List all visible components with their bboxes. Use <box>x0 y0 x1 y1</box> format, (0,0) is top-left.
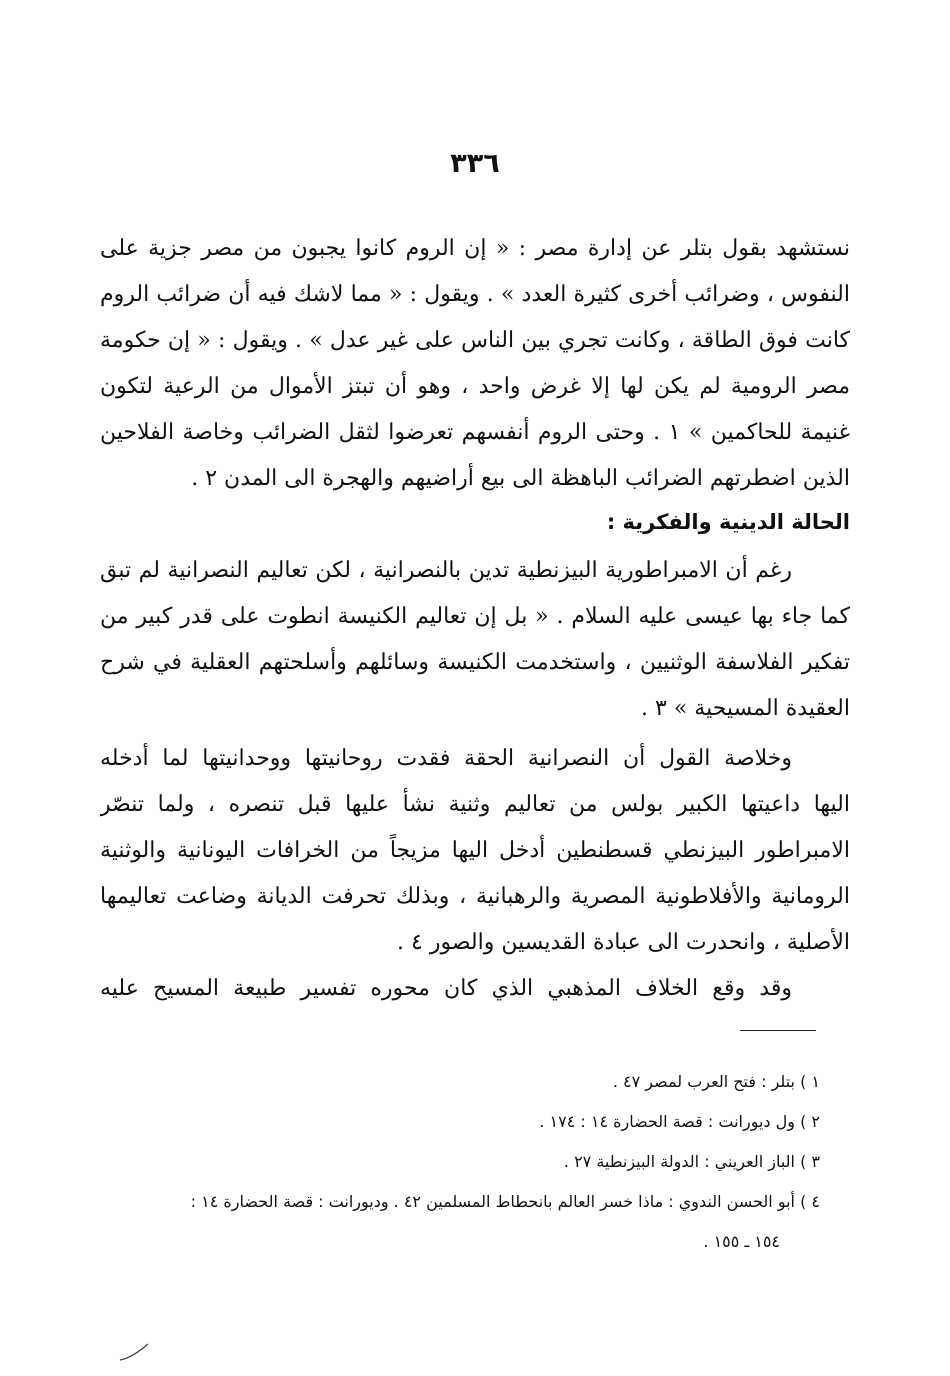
footnote-3: ٣ ) الباز العريني : الدولة البيزنطية ٢٧ . <box>563 1152 820 1171</box>
footnote-2: ٢ ) ول ديورانت : قصة الحضارة ١٤ : ١٧٤ . <box>539 1112 820 1131</box>
text-line: النفوس ، وضرائب أخرى كثيرة العدد » . ويقول : « مما لاشك فيه أن ضرائب الروم <box>100 282 850 307</box>
main-text <box>100 226 850 1012</box>
section-heading: الحالة الدينية والفكرية : <box>606 510 850 534</box>
text-line: الامبراطور البيزنطي قسطنطين أدخل اليها مزيجاً من الخرافات اليونانية والوثنية <box>100 838 850 863</box>
footnote-4: ٤ ) أبو الحسن الندوي : ماذا خسر العالم بانحطاط المسلمين ٤٢ . وديورانت : قصة الحضارة ١٤ : <box>190 1192 820 1211</box>
footnote-separator <box>740 1030 816 1031</box>
text-line: غنيمة للحاكمين » ١ . وحتى الروم أنفسهم تعرضوا لثقل الضرائب وخاصة الفلاحين <box>100 420 850 445</box>
text-line: رغم أن الامبراطورية البيزنطية تدين بالنصرانية ، لكن تعاليم النصرانية لم تبق <box>100 558 792 583</box>
text-line: العقيدة المسيحية » ٣ . <box>641 696 850 721</box>
footnote-4-continued: ١٥٤ ـ ١٥٥ . <box>703 1232 780 1251</box>
pen-mark-icon <box>118 1340 152 1364</box>
text-line: وخلاصة القول أن النصرانية الحقة فقدت روحانيتها ووحدانيتها لما أدخله <box>100 746 792 771</box>
text-line: كانت فوق الطاقة ، وكانت تجري بين الناس على غير عدل » . ويقول : « إن حكومة <box>100 328 850 353</box>
paragraph-dispute <box>100 966 850 1012</box>
text-line: الذين اضطرتهم الضرائب الباهظة الى بيع أراضيهم والهجرة الى المدن ٢ . <box>191 466 850 491</box>
text-line: تفكير الفلاسفة الوثنيين ، واستخدمت الكنيسة وسائلهم وأسلحتهم العقلية في شرح <box>100 650 850 675</box>
text-line: اليها داعيتها الكبير بولس من تعاليم وثنية نشأ عليها قبل تنصره ، ولما تنصّر <box>100 792 850 817</box>
page-number: ٣٣٦ <box>450 148 500 179</box>
paragraph-religion <box>100 548 850 732</box>
text-line: نستشهد بقول بتلر عن إدارة مصر : « إن الروم كانوا يجبون من مصر جزية على <box>100 236 850 261</box>
paragraph-taxes <box>100 226 850 502</box>
footnote-1: ١ ) بتلر : فتح العرب لمصر ٤٧ . <box>612 1072 820 1091</box>
text-line: كما جاء بها عيسى عليه السلام . « بل إن تعاليم الكنيسة انطوت على قدر كبير من <box>100 604 850 629</box>
footnotes <box>130 1062 820 1262</box>
text-line: وقد وقع الخلاف المذهبي الذي كان محوره تفسير طبيعة المسيح عليه <box>100 976 792 1001</box>
text-line: الأصلية ، وانحدرت الى عبادة القديسين والصور ٤ . <box>397 930 850 955</box>
text-line: الرومانية والأفلاطونية المصرية والرهبانية ، وبذلك تحرفت الديانة وضاعت تعاليمها <box>100 884 850 909</box>
paragraph-summary <box>100 736 850 966</box>
text-line: مصر الرومية لم يكن لها إلا غرض واحد ، وهو أن تبتز الأموال من الرعية لتكون <box>100 374 850 399</box>
